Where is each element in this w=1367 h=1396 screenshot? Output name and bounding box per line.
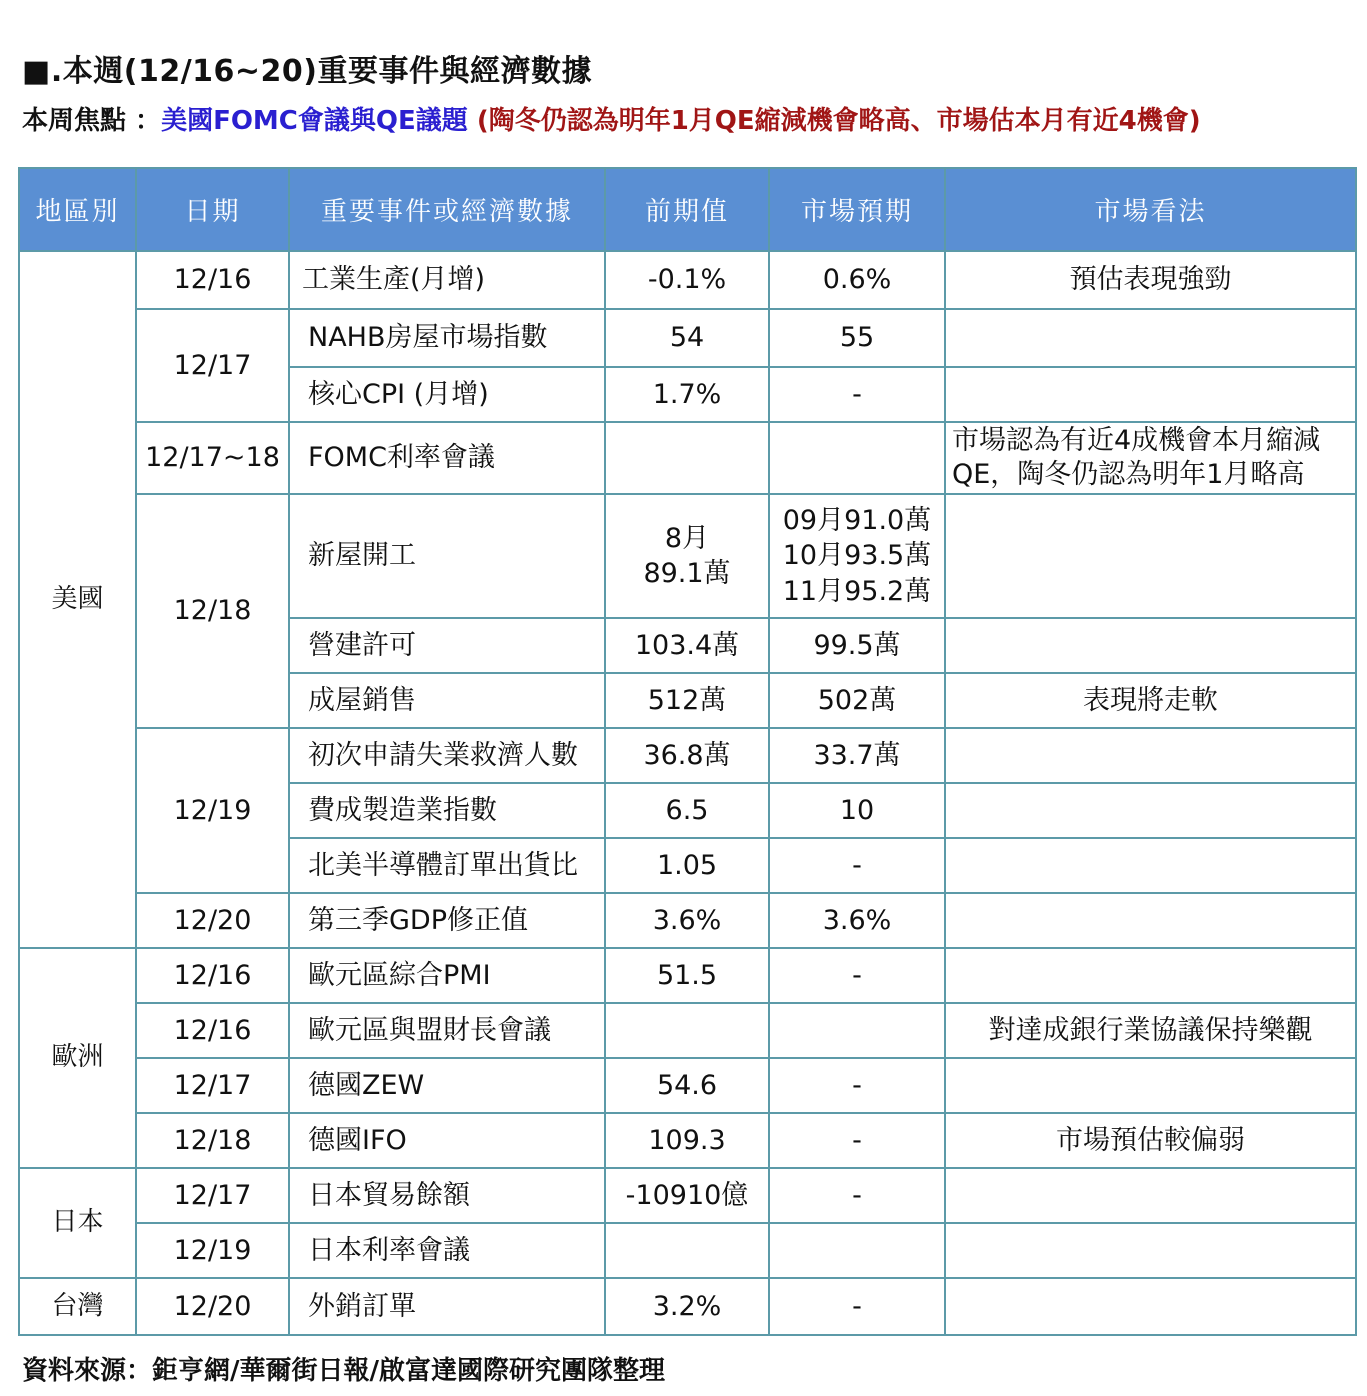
event-cell: 核心CPI (月增)	[289, 367, 605, 422]
date-cell: 12/20	[136, 1278, 289, 1335]
view-cell	[945, 618, 1356, 673]
event-cell: NAHB房屋市場指數	[289, 309, 605, 367]
date-cell: 12/16	[136, 1003, 289, 1058]
expected-cell: 10	[769, 783, 945, 838]
date-cell: 12/16	[136, 251, 289, 309]
event-cell: 德國ZEW	[289, 1058, 605, 1113]
event-cell: 營建許可	[289, 618, 605, 673]
table-row	[19, 251, 1356, 309]
expected-cell: -	[769, 1113, 945, 1168]
view-cell: 預估表現強勁	[945, 251, 1356, 309]
region-cell: 台灣	[19, 1278, 136, 1335]
expected-cell: 0.6%	[769, 251, 945, 309]
view-cell	[945, 494, 1356, 618]
expected-cell: 55	[769, 309, 945, 367]
previous-cell	[605, 1223, 769, 1278]
table-row	[19, 494, 1356, 618]
date-cell: 12/18	[136, 494, 289, 728]
view-cell	[945, 1223, 1356, 1278]
event-cell: 日本貿易餘額	[289, 1168, 605, 1223]
expected-cell: -	[769, 1058, 945, 1113]
header-event: 重要事件或經濟數據	[289, 168, 605, 251]
view-cell: 市場預估較偏弱	[945, 1113, 1356, 1168]
table-row	[19, 422, 1356, 494]
previous-cell: 1.05	[605, 838, 769, 893]
expected-cell: 33.7萬	[769, 728, 945, 783]
table-row	[19, 1278, 1356, 1335]
previous-cell: 1.7%	[605, 367, 769, 422]
previous-cell: 512萬	[605, 673, 769, 728]
expected-cell: -	[769, 1168, 945, 1223]
previous-cell: 3.2%	[605, 1278, 769, 1335]
table-row	[19, 728, 1356, 783]
view-cell: 表現將走軟	[945, 673, 1356, 728]
previous-cell: 54.6	[605, 1058, 769, 1113]
expected-cell	[769, 422, 945, 494]
table-row	[19, 1003, 1356, 1058]
view-cell	[945, 367, 1356, 422]
date-cell: 12/17	[136, 309, 289, 422]
event-cell: 歐元區與盟財長會議	[289, 1003, 605, 1058]
focus-topic: 美國FOMC會議與QE議題	[161, 106, 468, 136]
event-cell: 初次申請失業救濟人數	[289, 728, 605, 783]
view-cell	[945, 309, 1356, 367]
table-row	[19, 1058, 1356, 1113]
view-cell: 對達成銀行業協議保持樂觀	[945, 1003, 1356, 1058]
table-row	[19, 1113, 1356, 1168]
previous-cell: 109.3	[605, 1113, 769, 1168]
previous-cell: 54	[605, 309, 769, 367]
event-cell: 北美半導體訂單出貨比	[289, 838, 605, 893]
date-cell: 12/17	[136, 1058, 289, 1113]
previous-cell: 8月 89.1萬	[605, 494, 769, 618]
expected-cell: 3.6%	[769, 893, 945, 948]
event-cell: FOMC利率會議	[289, 422, 605, 494]
view-cell	[945, 728, 1356, 783]
previous-cell: 103.4萬	[605, 618, 769, 673]
event-cell: 歐元區綜合PMI	[289, 948, 605, 1003]
focus-note: (陶冬仍認為明年1月QE縮減機會略高、市場估本月有近4機會)	[476, 106, 1201, 136]
expected-cell: -	[769, 838, 945, 893]
event-cell: 德國IFO	[289, 1113, 605, 1168]
view-cell	[945, 1058, 1356, 1113]
view-cell	[945, 783, 1356, 838]
view-cell	[945, 838, 1356, 893]
previous-cell: 6.5	[605, 783, 769, 838]
view-cell	[945, 893, 1356, 948]
header-region: 地區別	[19, 168, 136, 251]
previous-cell: 51.5	[605, 948, 769, 1003]
table-row	[19, 893, 1356, 948]
previous-cell: -0.1%	[605, 251, 769, 309]
event-cell: 日本利率會議	[289, 1223, 605, 1278]
focus-label: 本周焦點 ：	[22, 106, 162, 136]
expected-cell	[769, 1003, 945, 1058]
expected-cell	[769, 1223, 945, 1278]
date-cell: 12/20	[136, 893, 289, 948]
event-cell: 成屋銷售	[289, 673, 605, 728]
view-cell	[945, 1278, 1356, 1335]
date-cell: 12/19	[136, 1223, 289, 1278]
region-cell: 日本	[19, 1168, 136, 1278]
table-row	[19, 1223, 1356, 1278]
table-row	[19, 948, 1356, 1003]
previous-cell	[605, 422, 769, 494]
expected-cell: 09月91.0萬 10月93.5萬 11月95.2萬	[769, 494, 945, 618]
header-previous: 前期值	[605, 168, 769, 251]
previous-cell: 3.6%	[605, 893, 769, 948]
view-cell: 市場認為有近4成機會本月縮減QE，陶冬仍認為明年1月略高	[945, 422, 1356, 494]
view-cell	[945, 1168, 1356, 1223]
weekly-focus	[22, 100, 1201, 137]
event-cell: 外銷訂單	[289, 1278, 605, 1335]
previous-cell: -10910億	[605, 1168, 769, 1223]
table-row	[19, 1168, 1356, 1223]
event-cell: 新屋開工	[289, 494, 605, 618]
expected-cell: -	[769, 1278, 945, 1335]
previous-cell	[605, 1003, 769, 1058]
region-cell: 美國	[19, 251, 136, 948]
page-title: ■.本週(12/16~20)重要事件與經濟數據	[22, 54, 593, 89]
event-cell: 第三季GDP修正值	[289, 893, 605, 948]
events-table	[18, 167, 1357, 1336]
date-cell: 12/16	[136, 948, 289, 1003]
date-cell: 12/18	[136, 1113, 289, 1168]
table-row	[19, 309, 1356, 367]
header-expected: 市場預期	[769, 168, 945, 251]
event-cell: 費成製造業指數	[289, 783, 605, 838]
expected-cell: 99.5萬	[769, 618, 945, 673]
table-header-row	[19, 168, 1356, 251]
date-cell: 12/19	[136, 728, 289, 893]
header-date: 日期	[136, 168, 289, 251]
source-note: 資料來源：鉅亨網/華爾街日報/啟富達國際研究團隊整理	[22, 1356, 665, 1386]
event-cell: 工業生產(月增)	[289, 251, 605, 309]
expected-cell: -	[769, 367, 945, 422]
date-cell: 12/17~18	[136, 422, 289, 494]
header-view: 市場看法	[945, 168, 1356, 251]
date-cell: 12/17	[136, 1168, 289, 1223]
region-cell: 歐洲	[19, 948, 136, 1168]
previous-cell: 36.8萬	[605, 728, 769, 783]
expected-cell: 502萬	[769, 673, 945, 728]
expected-cell: -	[769, 948, 945, 1003]
view-cell	[945, 948, 1356, 1003]
